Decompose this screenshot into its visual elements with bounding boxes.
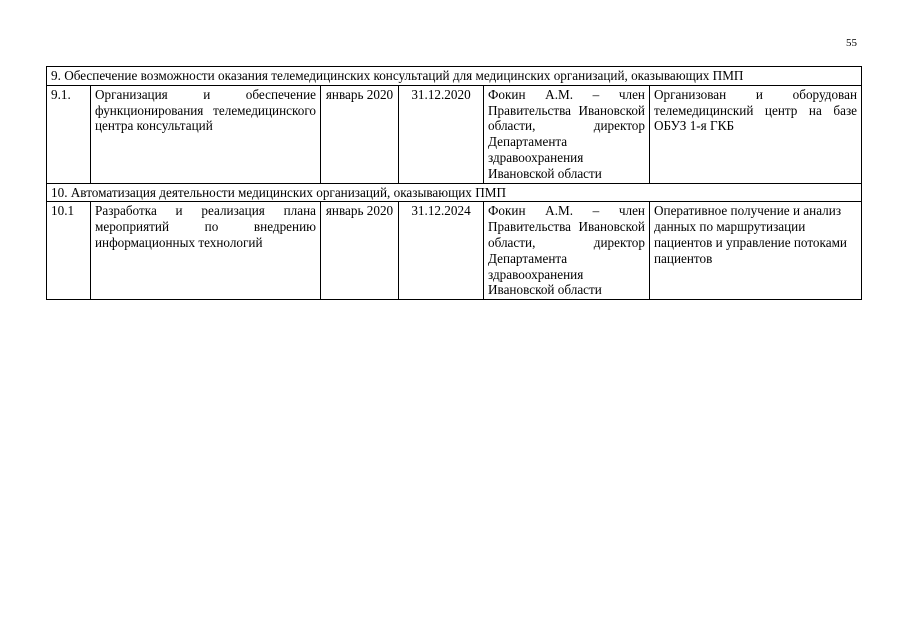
row-number: 10.1 xyxy=(47,202,91,300)
section-header-row xyxy=(47,67,862,86)
result-cell: Оперативное получение и анализ данных по маршрутизации пациентов и управление потоками пациентов xyxy=(650,202,862,300)
page-number: 55 xyxy=(846,37,857,49)
event-cell: Организация и обеспечение функционирования телемедицинского центра консультаций xyxy=(91,85,321,183)
section-title: 9. Обеспечение возможности оказания телемедицинских консультаций для медицинских организаций, оказывающих ПМП xyxy=(47,67,862,86)
plan-table xyxy=(46,66,862,300)
section-title: 10. Автоматизация деятельности медицинских организаций, оказывающих ПМП xyxy=(47,183,862,202)
event-cell: Разработка и реализация плана мероприятий по внедрению информационных технологий xyxy=(91,202,321,300)
row-number: 9.1. xyxy=(47,85,91,183)
table-row xyxy=(47,202,862,300)
start-date-cell: январь 2020 xyxy=(321,202,399,300)
end-date-cell: 31.12.2020 xyxy=(399,85,484,183)
start-date-cell: январь 2020 xyxy=(321,85,399,183)
end-date-cell: 31.12.2024 xyxy=(399,202,484,300)
responsible-cell: Фокин А.М. – член Правительства Ивановской области, директор Департамента здравоохранения Ивановской области xyxy=(484,202,650,300)
table-row xyxy=(47,85,862,183)
section-header-row xyxy=(47,183,862,202)
responsible-cell: Фокин А.М. – член Правительства Ивановской области, директор Департамента здравоохранения Ивановской области xyxy=(484,85,650,183)
result-cell: Организован и оборудован телемедицинский центр на базе ОБУЗ 1-я ГКБ xyxy=(650,85,862,183)
